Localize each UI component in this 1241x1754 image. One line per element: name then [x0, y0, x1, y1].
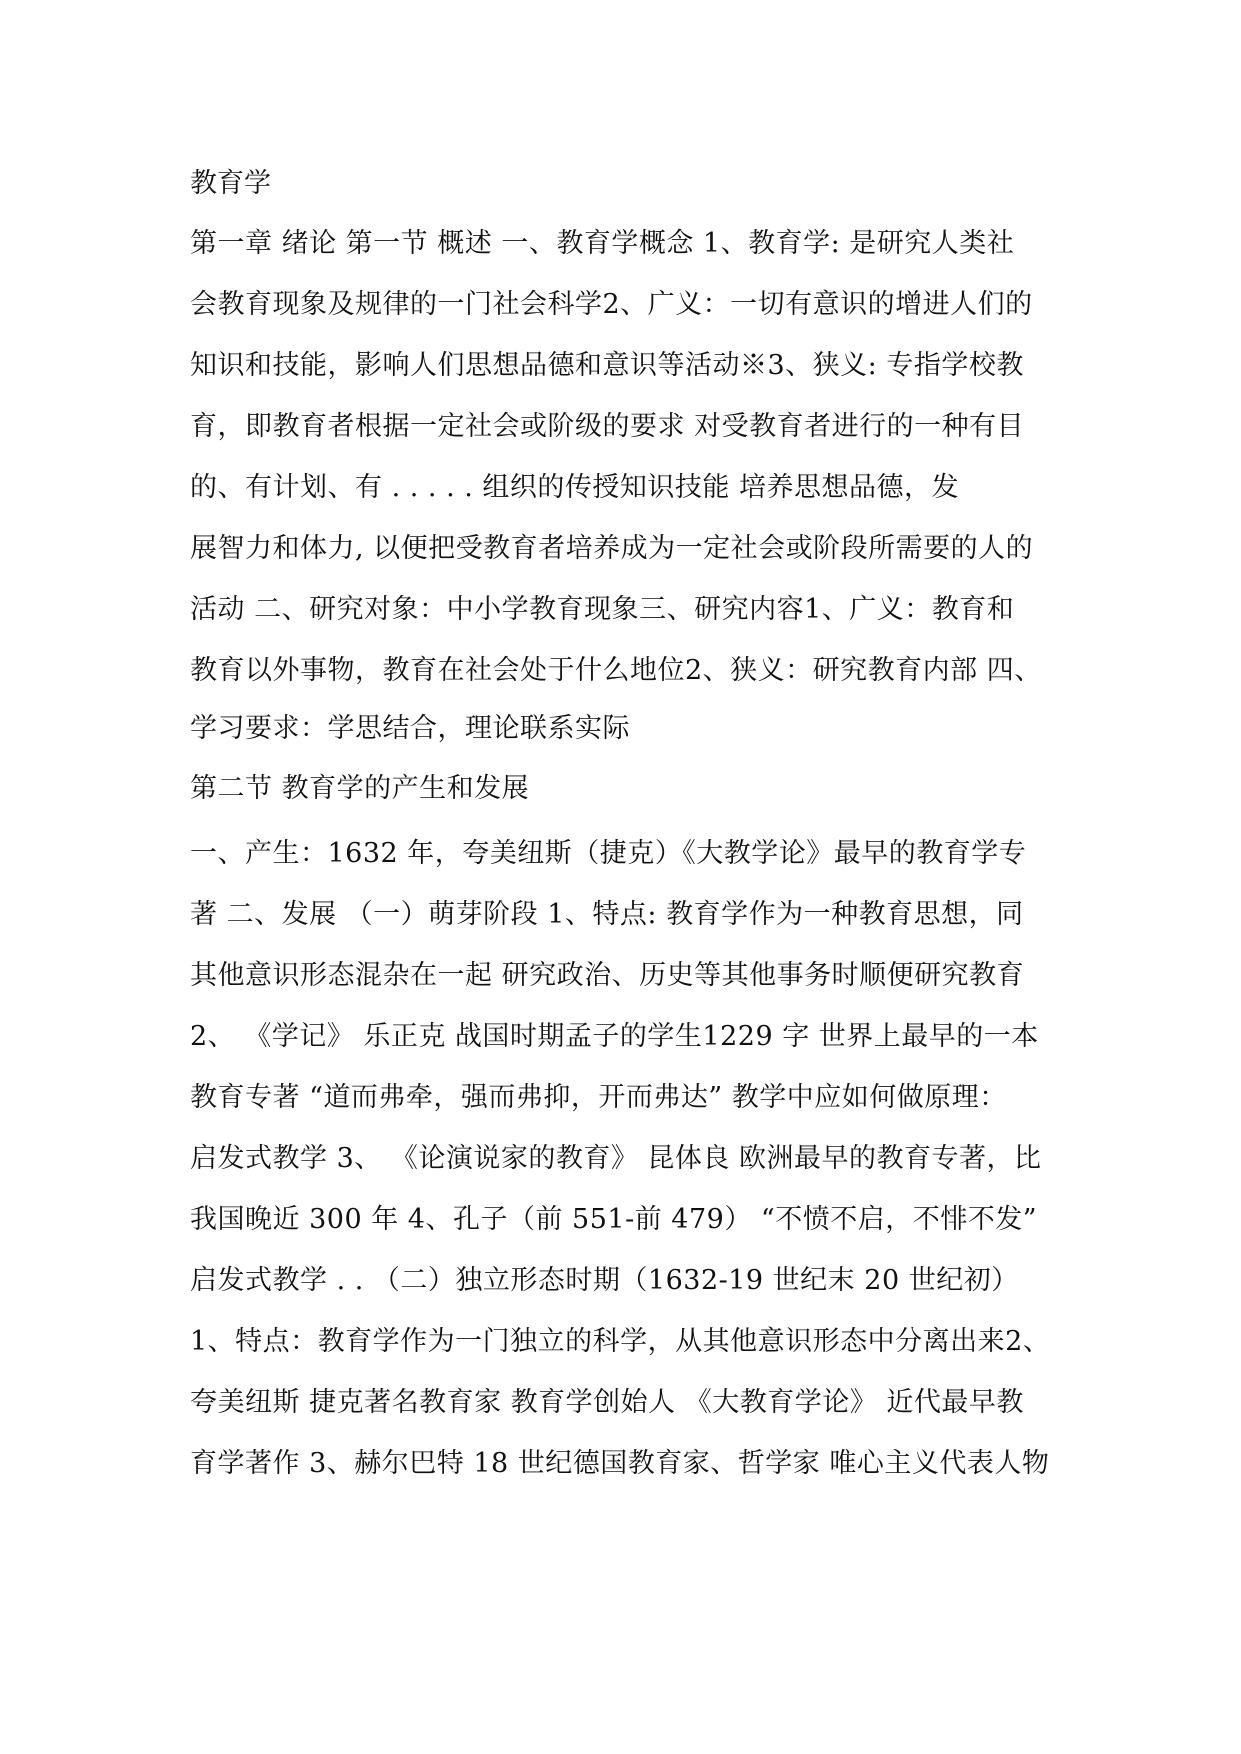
section-heading: 第二节 教育学的产生和发展: [190, 773, 530, 804]
text-line: 会教育现象及规律的一门社会科学2、广义：一切有意识的增进人们的: [190, 289, 1033, 320]
text-line: 第一章 绪论 第一节 概述 一、教育学概念 1、教育学: 是研究人类社: [190, 228, 1015, 259]
text-line: 夸美纽斯 捷克著名教育家 教育学创始人 《大教育学论》 近代最早教: [190, 1387, 1024, 1418]
document-title: 教育学: [190, 168, 271, 199]
text-line: 启发式教学 3、 《论演说家的教育》 昆体良 欧洲最早的教育专著，比: [190, 1143, 1042, 1174]
text-line: 其他意识形态混杂在一起 研究政治、历史等其他事务时顺便研究教育: [190, 960, 1025, 991]
text-line: 知识和技能，影响人们思想品德和意识等活动※3、狭义: 专指学校教: [190, 350, 1024, 381]
text-line: 活动 二、研究对象：中小学教育现象三、研究内容1、广义：教育和: [190, 594, 1015, 625]
text-line: 2、 《学记》 乐正克 战国时期孟子的学生1229 字 世界上最早的一本: [190, 1021, 1039, 1052]
text-line: 育学著作 3、赫尔巴特 18 世纪德国教育家、哲学家 唯心主义代表人物: [190, 1448, 1050, 1479]
text-line: 展智力和体力, 以便把受教育者培养成为一定社会或阶段所需要的人的: [190, 533, 1034, 564]
text-line: 我国晚近 300 年 4、孔子（前 551-前 479） “不愤不启，不悱不发”: [190, 1204, 1038, 1235]
text-line: 学习要求：学思结合，理论联系实际: [190, 713, 630, 744]
text-line: 教育以外事物，教育在社会处于什么地位2、狭义：研究教育内部 四、: [190, 655, 1042, 686]
text-line: 一、产生：1632 年，夸美纽斯（捷克）《大教学论》最早的教育学专: [190, 838, 1027, 869]
text-line: 著 二、发展 （一）萌芽阶段 1、特点: 教育学作为一种教育思想，同: [190, 899, 1024, 930]
text-line: 1、特点：教育学作为一门独立的科学，从其他意识形态中分离出来2、: [190, 1326, 1051, 1357]
text-line: 启发式教学 . . （二）独立形态时期（1632-19 世纪末 20 世纪初）: [190, 1265, 1019, 1296]
text-line: 教育专著 “道而弗牵，强而弗抑，开而弗达” 教学中应如何做原理：: [190, 1082, 1007, 1113]
text-line: 的、有计划、有 . . . . . 组织的传授知识技能 培养思想品德，发: [190, 472, 959, 503]
text-line: 育，即教育者根据一定社会或阶级的要求 对受教育者进行的一种有目: [190, 411, 1025, 442]
